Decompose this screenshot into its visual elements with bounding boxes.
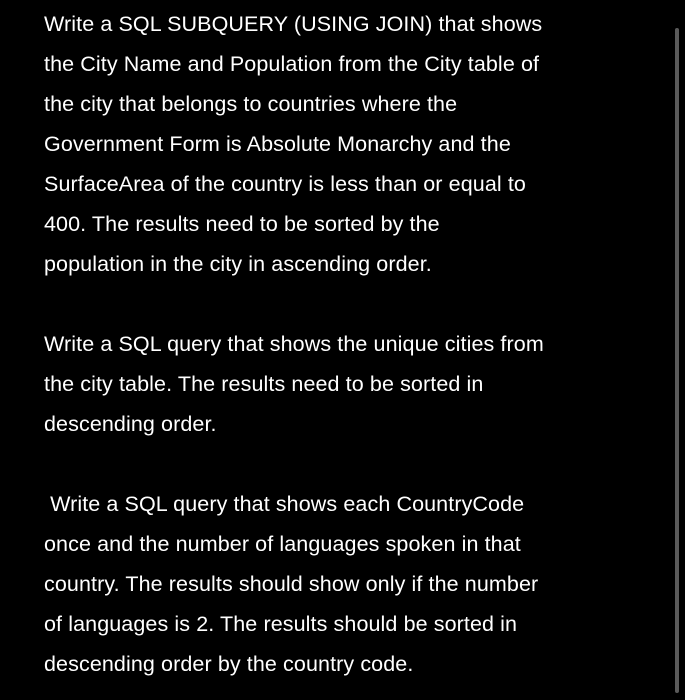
question-3	[44, 484, 644, 684]
question-line: descending order by the country code.	[44, 652, 414, 676]
question-line: Government Form is Absolute Monarchy and the	[44, 132, 511, 156]
question-line: Write a SQL query that shows each CountryCode	[44, 492, 525, 516]
question-line: 400. The results need to be sorted by the	[44, 212, 440, 236]
question-1	[44, 4, 644, 284]
question-line: SurfaceArea of the country is less than or equal to	[44, 172, 526, 196]
paragraph-gap	[44, 444, 644, 484]
question-line: descending order.	[44, 412, 217, 436]
vertical-scrollbar[interactable]	[675, 28, 679, 693]
question-text	[44, 4, 644, 684]
question-line: the city table. The results need to be sorted in	[44, 372, 484, 396]
question-line: country. The results should show only if the number	[44, 572, 539, 596]
question-line: the City Name and Population from the City table of	[44, 52, 540, 76]
question-2	[44, 324, 644, 444]
question-line: of languages is 2. The results should be sorted in	[44, 612, 518, 636]
question-line: the city that belongs to countries where the	[44, 92, 458, 116]
paragraph-gap	[44, 284, 644, 324]
question-line: once and the number of languages spoken in that	[44, 532, 521, 556]
question-line: population in the city in ascending order.	[44, 252, 432, 276]
question-line: Write a SQL query that shows the unique cities from	[44, 332, 544, 356]
question-line: Write a SQL SUBQUERY (USING JOIN) that shows	[44, 12, 543, 36]
